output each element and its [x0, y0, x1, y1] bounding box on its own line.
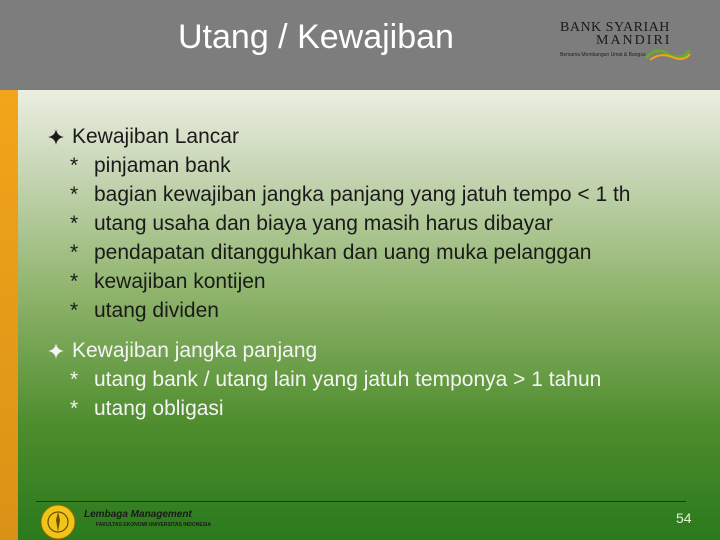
- section-heading-label: Kewajiban Lancar: [72, 125, 239, 148]
- footer-org-name: Lembaga Management: [84, 509, 192, 520]
- page-number: 54: [676, 510, 692, 526]
- logo-line2: MANDIRI: [596, 33, 672, 48]
- list-item: * utang usaha dan biaya yang masih harus dibayar: [70, 212, 553, 235]
- bank-logo: [556, 20, 696, 64]
- section-long-term-liabilities: [48, 336, 601, 423]
- left-accent-bar: [0, 90, 18, 540]
- section-heading-label: Kewajiban jangka panjang: [72, 339, 318, 362]
- section-heading: [48, 122, 630, 151]
- list-item: * utang bank / utang lain yang jatuh temponya > 1 tahun: [70, 368, 602, 391]
- logo-line1: BANK SYARIAH: [560, 20, 670, 35]
- footer-org-sub: FAKULTAS EKONOMI UNIVERSITAS INDONESIA: [96, 522, 212, 528]
- list-item: * utang obligasi: [70, 397, 224, 420]
- section-heading: [48, 336, 601, 365]
- slide-header: [0, 0, 720, 90]
- diamond-bullet-icon: [48, 129, 64, 145]
- diamond-bullet-icon: [48, 343, 64, 359]
- footer-divider: [36, 501, 686, 502]
- list-item: * kewajiban kontijen: [70, 270, 266, 293]
- list-item: * pinjaman bank: [70, 154, 231, 177]
- list-item: * pendapatan ditangguhkan dan uang muka pelanggan: [70, 241, 592, 264]
- logo-wave-icon: [644, 44, 692, 62]
- logo-tagline: Bersama Membangun Umat & Bangsa: [560, 52, 646, 58]
- university-emblem-icon: [36, 502, 80, 540]
- list-item: * bagian kewajiban jangka panjang yang jatuh tempo < 1 th: [70, 183, 631, 206]
- list-item: * utang dividen: [70, 299, 219, 322]
- slide-title: Utang / Kewajiban: [178, 18, 454, 56]
- section-current-liabilities: [48, 122, 630, 325]
